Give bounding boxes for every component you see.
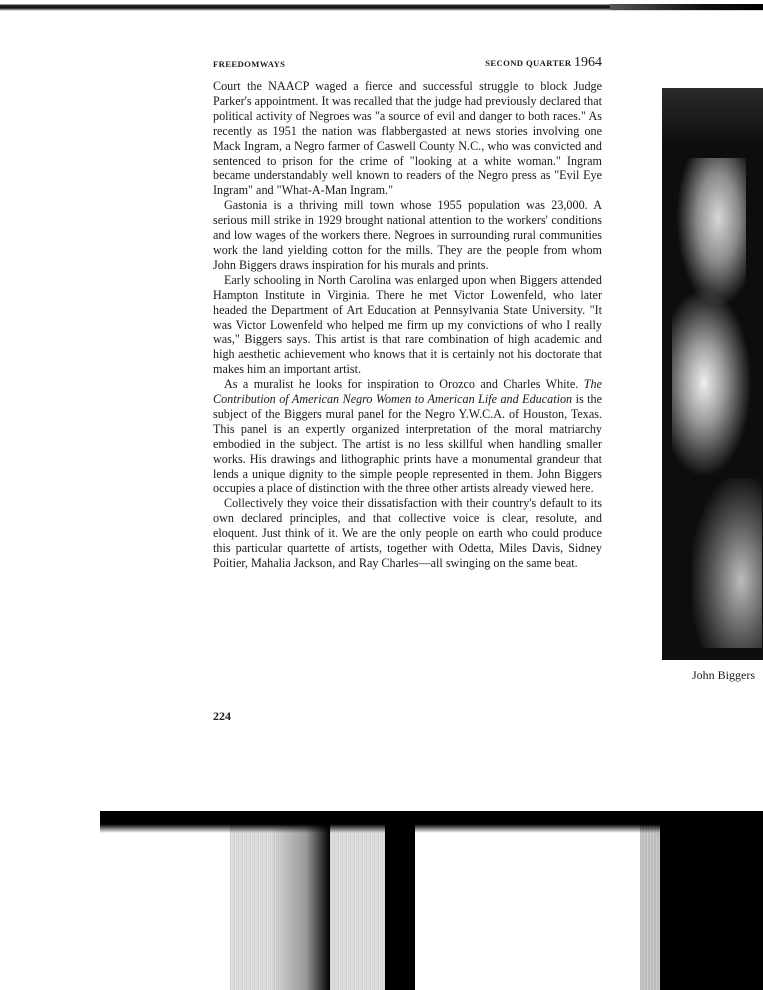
artist-photo bbox=[662, 88, 763, 660]
paragraph-5: Collectively they voice their dissatisfaction with their country's default to its own declared principles, and that collective voice is clear, resolute, and eloquent. Just think of it. We are the only people on earth who could produce this particular quartette of artists, together with Odetta, Miles Davis, Sidney Poitier, Mahalia Jackson, and Ray Charles—all swinging on the same beat. bbox=[213, 496, 602, 570]
running-head: FREEDOMWAYS bbox=[213, 59, 286, 69]
page-top-edge-shadow bbox=[610, 4, 763, 10]
paragraph-4-lead: As a muralist he looks for inspiration to Orozco and Charles White. bbox=[224, 377, 579, 392]
photo-caption: John Biggers bbox=[692, 668, 755, 682]
paragraph-4 bbox=[213, 377, 602, 496]
paragraph-2: Gastonia is a thriving mill town whose 1955 population was 23,000. A serious mill strike in 1929 brought national attention to the workers' conditions and low wages of the workers there. Negroes in surrounding rural communities work the land yielding cotton for the mills. They are the people from whom John Biggers draws inspiration for his murals and prints. bbox=[213, 198, 602, 272]
issue-quarter: SECOND QUARTER bbox=[485, 58, 572, 68]
page-number: 224 bbox=[213, 709, 231, 723]
article-body bbox=[213, 79, 602, 571]
issue-year: 1964 bbox=[574, 55, 602, 70]
page-header bbox=[213, 55, 602, 75]
scan-bottom-band bbox=[100, 811, 763, 990]
paragraph-1: Court the NAACP waged a fierce and successful struggle to block Judge Parker's appointment. It was recalled that the judge had previously declared that political activity of Negroes was "a source of evil and danger to both races." As recently as 1951 the nation was flabbergasted at news stories involving one Mack Ingram, a Negro farmer of Caswell County N.C., who was convicted and sentenced to prison for the crime of "looking at a white woman." Ingram became understandably well known to readers of the Negro press as "Evil Eye Ingram" and "What-A-Man Ingram." bbox=[213, 79, 602, 198]
mural-title: The Contribution of American Negro Women to American Life and Education bbox=[213, 377, 602, 407]
paragraph-3: Early schooling in North Carolina was enlarged upon when Biggers attended Hampton Institute in Virginia. There he met Victor Lowenfeld, who later headed the Department of Art Education at Pennsylvania State University. "It was Victor Lowenfeld who helped me firm up my convictions of who I really was," Biggers says. This artist is that rare combination of high academic and high aesthetic achievement who knows that it is certainly not his doctorate that makes him an important artist. bbox=[213, 272, 602, 377]
paragraph-4-rest: is the subject of the Biggers mural panel for the Negro Y.W.C.A. of Houston, Texas. This panel is an expertly organized interpretation of the moral matriarchy embodied in the subject. The artist is no less skillful when handling smaller works. His drawings and lithographic prints have a monumental grandeur that lends a unique dignity to the simple people represented in them. John Biggers occupies a place of distinction with the three other artists already viewed here. bbox=[213, 392, 602, 496]
issue-label bbox=[485, 55, 602, 71]
